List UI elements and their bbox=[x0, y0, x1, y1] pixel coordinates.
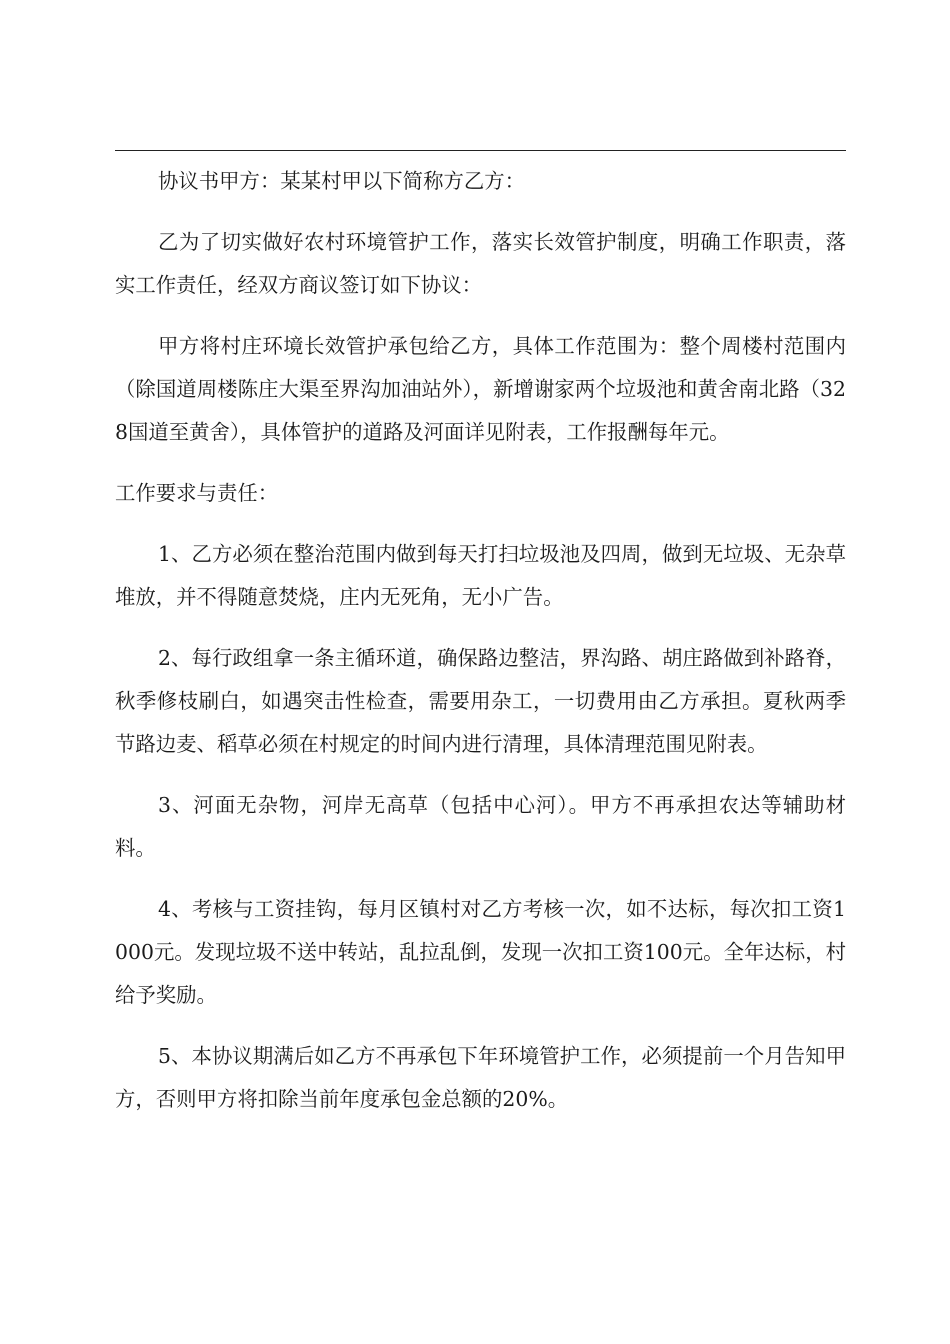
header-divider bbox=[115, 150, 846, 151]
section-heading-requirements: 工作要求与责任： bbox=[115, 481, 279, 505]
requirement-item-4: 4、考核与工资挂钩，每月区镇村对乙方考核一次，如不达标，每次扣工资1000元。发现垃圾不送中转站，乱拉乱倒，发现一次扣工资100元。全年达标，村给予奖励。 bbox=[115, 897, 846, 1007]
requirement-item-5: 5、本协议期满后如乙方不再承包下年环境管护工作，必须提前一个月告知甲方，否则甲方将扣除当前年度承包金总额的20%。 bbox=[115, 1044, 846, 1111]
requirement-item-2: 2、每行政组拿一条主循环道，确保路边整洁，界沟路、胡庄路做到补路脊，秋季修枝刷白，如遇突击性检查，需要用杂工，一切费用由乙方承担。夏秋两季节路边麦、稻草必须在村规定的时间内进行清理，具体清理范围见附表。 bbox=[115, 646, 846, 756]
paragraph-purpose: 乙为了切实做好农村环境管护工作，落实长效管护制度，明确工作职责，落实工作责任，经双方商议签订如下协议： bbox=[115, 230, 846, 297]
requirement-item-3: 3、河面无杂物，河岸无高草（包括中心河）。甲方不再承担农达等辅助材料。 bbox=[115, 793, 846, 860]
requirement-item-1: 1、乙方必须在整治范围内做到每天打扫垃圾池及四周，做到无垃圾、无杂草堆放，并不得随意焚烧，庄内无死角，无小广告。 bbox=[115, 542, 846, 609]
paragraph-parties: 协议书甲方：某某村甲以下简称方乙方： bbox=[158, 169, 526, 193]
document-body bbox=[115, 160, 846, 1121]
paragraph-scope: 甲方将村庄环境长效管护承包给乙方，具体工作范围为：整个周楼村范围内（除国道周楼陈庄大渠至界沟加油站外），新增谢家两个垃圾池和黄舍南北路（328国道至黄舍），具体管护的道路及河面详见附表，工作报酬每年元。 bbox=[115, 334, 846, 444]
